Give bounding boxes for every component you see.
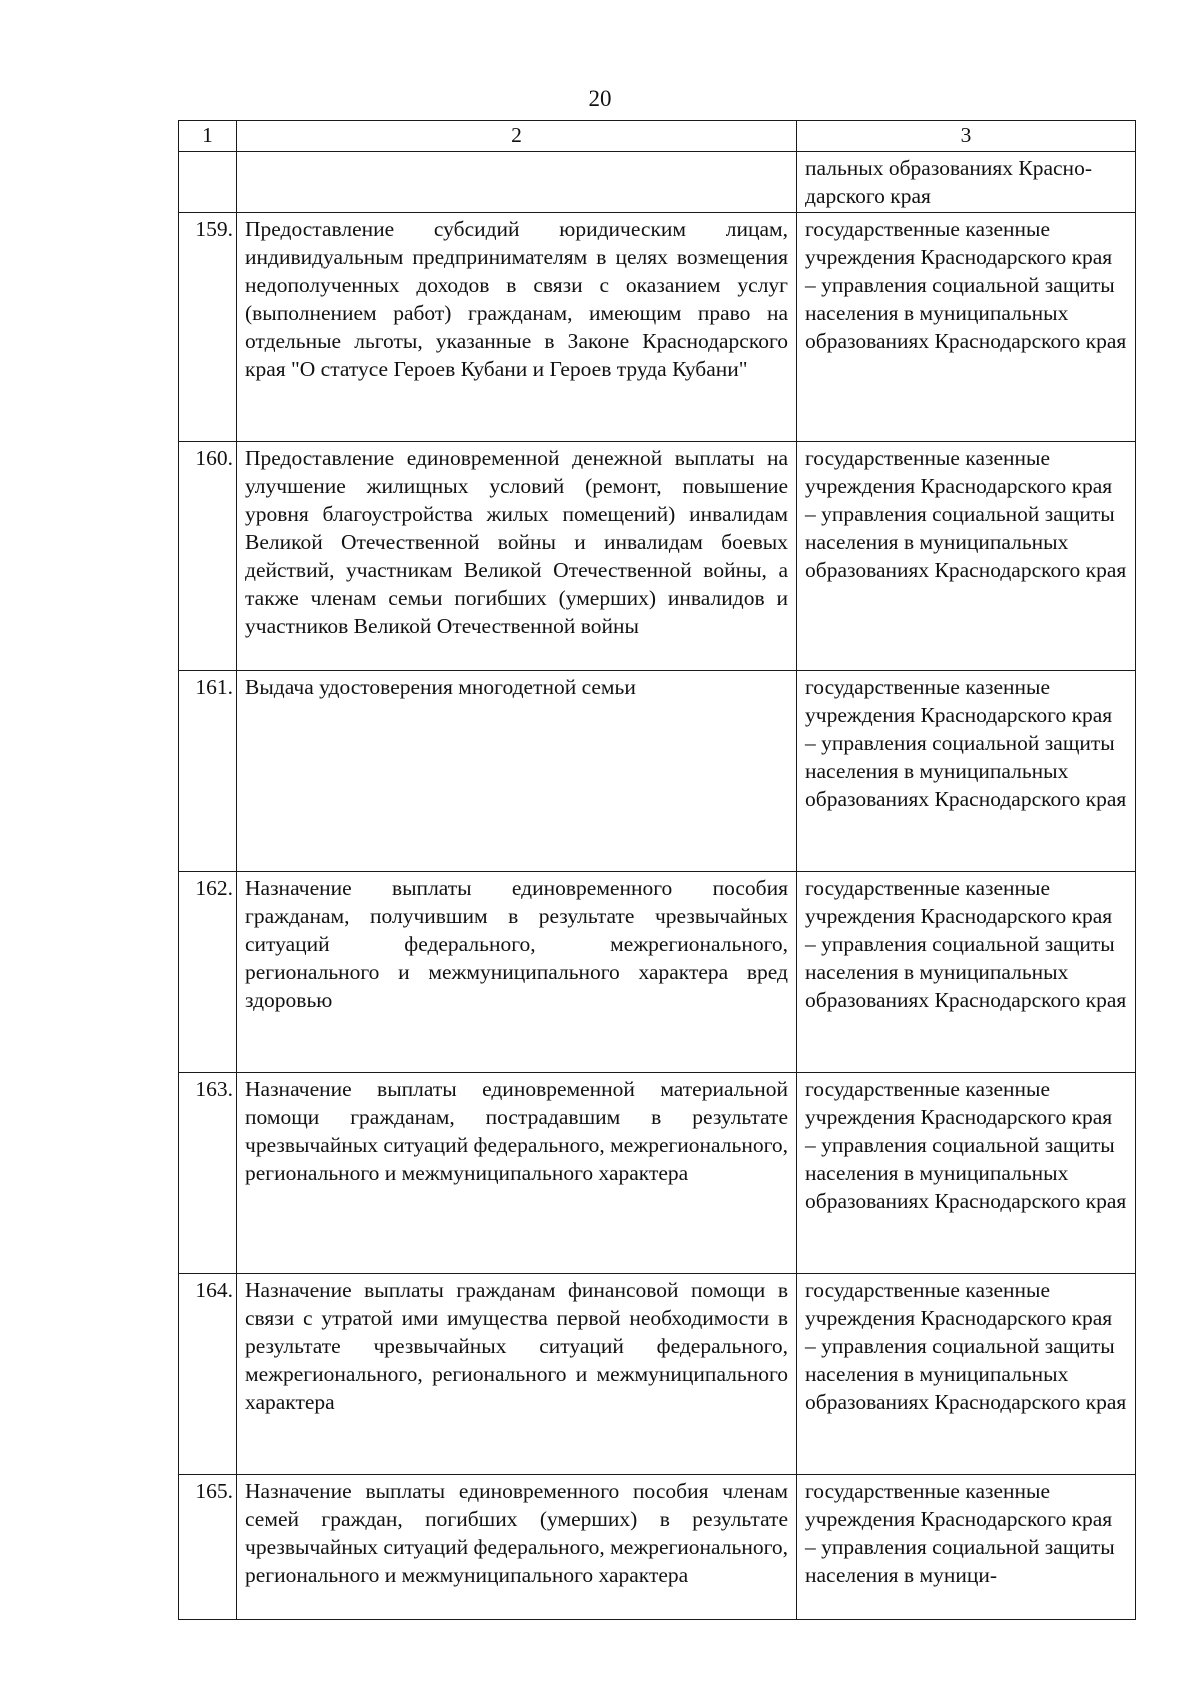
page-number: 20 bbox=[588, 86, 612, 111]
table-row bbox=[179, 213, 1136, 442]
column-header-number: 1 bbox=[179, 121, 237, 152]
table-row-continuation bbox=[179, 152, 1136, 213]
table-row bbox=[179, 872, 1136, 1073]
row-number: 160. bbox=[179, 442, 237, 671]
responsible-organization: государственные казенные учреждения Краснодарского края – управления социальной защиты населения в муниципальных образованиях Краснодарского края bbox=[797, 213, 1136, 442]
row-number bbox=[179, 152, 237, 213]
row-number: 162. bbox=[179, 872, 237, 1073]
table-row bbox=[179, 671, 1136, 872]
row-number: 165. bbox=[179, 1475, 237, 1620]
service-name bbox=[237, 152, 797, 213]
service-name: Предоставление единовременной денежной выплаты на улучшение жилищных условий (ремонт, повышение уровня благоустройства жилых помещений) инвалидам Великой Отечественной войны и инвалидам боевых действий, участникам Великой Отечественной войны, а также членам семьи погибших (умерших) инвалидов и участников Великой Отечественной войны bbox=[237, 442, 797, 671]
table-row bbox=[179, 1073, 1136, 1274]
service-name: Назначение выплаты гражданам финансовой помощи в связи с утратой ими имущества первой необходимости в результате чрезвычайных ситуаций федерального, межрегионального, регионального и межмуниципального характера bbox=[237, 1274, 797, 1475]
table-row bbox=[179, 1475, 1136, 1620]
service-name: Выдача удостоверения многодетной семьи bbox=[237, 671, 797, 872]
column-header-organization: 3 bbox=[797, 121, 1136, 152]
services-table bbox=[178, 120, 1136, 1620]
service-name: Назначение выплаты единовременной материальной помощи гражданам, пострадавшим в результате чрезвычайных ситуаций федерального, межрегионального, регионального и межмуниципального характера bbox=[237, 1073, 797, 1274]
row-number: 159. bbox=[179, 213, 237, 442]
row-number: 163. bbox=[179, 1073, 237, 1274]
responsible-organization: государственные казенные учреждения Краснодарского края – управления социальной защиты населения в муниципальных образованиях Краснодарского края bbox=[797, 442, 1136, 671]
row-number: 164. bbox=[179, 1274, 237, 1475]
table-row bbox=[179, 442, 1136, 671]
responsible-organization: государственные казенные учреждения Краснодарского края – управления социальной защиты населения в муниципальных образованиях Краснодарского края bbox=[797, 671, 1136, 872]
table-header-row bbox=[179, 121, 1136, 152]
service-name: Назначение выплаты единовременного пособия гражданам, получившим в результате чрезвычайных ситуаций федерального, межрегионального, регионального и межмуниципального характера вред здоровью bbox=[237, 872, 797, 1073]
responsible-organization: пальных образованиях Красно-дарского края bbox=[797, 152, 1136, 213]
row-number: 161. bbox=[179, 671, 237, 872]
service-name: Предоставление субсидий юридическим лицам, индивидуальным предпринимателям в целях возмещения недополученных доходов в связи с оказанием услуг (выполнением работ) гражданам, имеющим право на отдельные льготы, указанные в Законе Краснодарского края "О статусе Героев Кубани и Героев труда Кубани" bbox=[237, 213, 797, 442]
responsible-organization: государственные казенные учреждения Краснодарского края – управления социальной защиты населения в муниципальных образованиях Краснодарского края bbox=[797, 872, 1136, 1073]
table-row bbox=[179, 1274, 1136, 1475]
responsible-organization: государственные казенные учреждения Краснодарского края – управления социальной защиты населения в муниципальных образованиях Краснодарского края bbox=[797, 1073, 1136, 1274]
column-header-service: 2 bbox=[237, 121, 797, 152]
responsible-organization: государственные казенные учреждения Краснодарского края – управления социальной защиты населения в муници- bbox=[797, 1475, 1136, 1620]
service-name: Назначение выплаты единовременного пособия членам семей граждан, погибших (умерших) в результате чрезвычайных ситуаций федерального, межрегионального, регионального и межмуниципального характера bbox=[237, 1475, 797, 1620]
responsible-organization: государственные казенные учреждения Краснодарского края – управления социальной защиты населения в муниципальных образованиях Краснодарского края bbox=[797, 1274, 1136, 1475]
